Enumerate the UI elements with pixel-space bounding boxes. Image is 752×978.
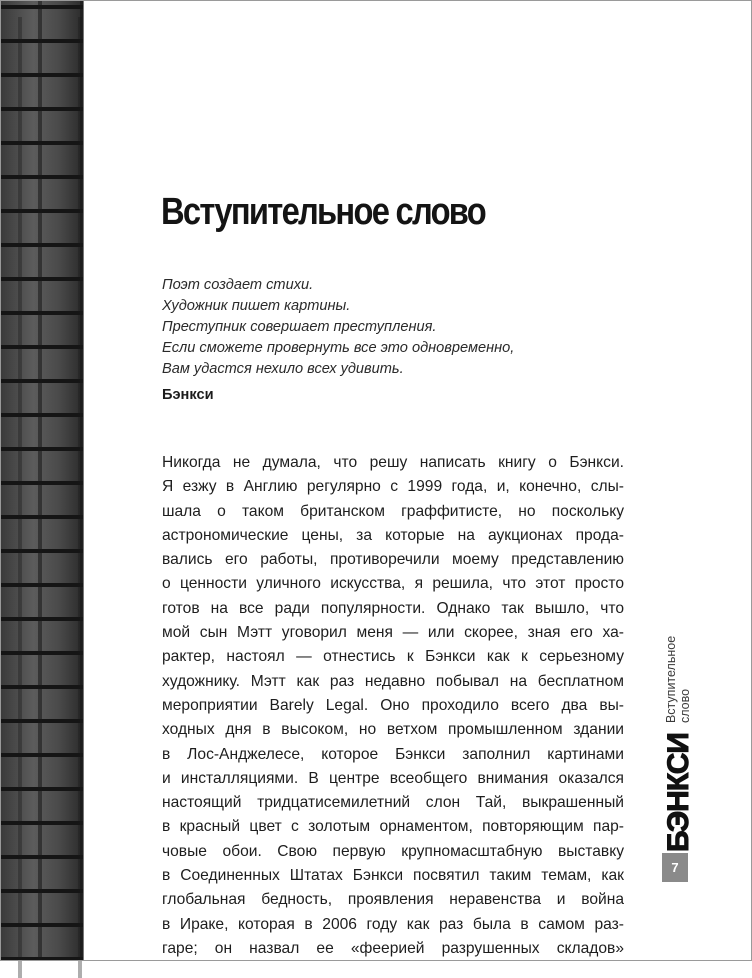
body-line: астрономические цены, за которые на аукционах прода- [162, 526, 624, 544]
body-line: човые обои. Свою первую крупномасштабную выставку [162, 842, 624, 860]
body-line: в Лос-Анджелесе, которое Бэнкси заполнил картинами [162, 745, 624, 763]
strip-edge-line [83, 0, 84, 961]
body-line: Я езжу в Англию регулярно с 1999 года, и, конечно, слы- [162, 478, 624, 496]
body-line: в Ираке, которая в 2006 году как раз была в самом раз- [162, 915, 624, 933]
page-number: 7 [662, 853, 688, 882]
body-line: в Соединенных Штатах Бэнкси посвятил таким темам, как [162, 867, 624, 885]
body-line: о ценности уличного искусства, я решила, что этот просто [162, 575, 624, 593]
epigraph-line: Поэт создает стихи. [162, 277, 314, 293]
epigraph-line: Если сможете провернуть все это одновременно, [162, 340, 515, 356]
body-line: Никогда не думала, что решу написать книгу о Бэнкси. [162, 454, 624, 471]
brick-wall-strip [0, 0, 84, 961]
body-line: и инсталляциями. В центре всеобщего внимания оказался [162, 769, 624, 787]
chapter-title: Вступительное слово [161, 191, 485, 233]
epigraph-line: Художник пишет картины. [162, 298, 351, 314]
body-line: ходных дня в высоком, но ветхом промышленном здании [162, 721, 624, 739]
epigraph-author: Бэнкси [162, 387, 214, 403]
body-line: художнику. Мэтт как раз недавно побывал на бесплатном [162, 672, 624, 690]
body-paragraph [162, 451, 624, 961]
body-line: глобальная бедность, проявления неравенства и война [162, 891, 624, 909]
brick-mortar-offset [0, 17, 84, 978]
body-line: вались его работы, противоречили моему представлению [162, 551, 624, 569]
body-line: мой сын Мэтт уговорил меня — или скорее, зная его ха- [162, 624, 624, 642]
banksy-logo: БЭНКСИ [662, 733, 695, 852]
epigraph [162, 275, 622, 380]
body-line: гаре; он назвал ее «феерией разрушенных складов» [162, 939, 624, 957]
running-head [662, 622, 710, 852]
body-line: готов на все ради популярности. Однако так вышло, что [162, 599, 624, 617]
running-head-section-line1: Вступительное [664, 635, 678, 724]
body-line: настоящий тридцатисемилетний слон Тай, выкрашенный [162, 794, 624, 812]
body-line: в красный цвет с золотым орнаментом, повторяющим пар- [162, 818, 624, 836]
body-line: рактер, настоял — отнестись к Бэнкси как к серьезному [162, 648, 624, 666]
running-head-section [664, 623, 692, 723]
body-line: мероприятии Barely Legal. Оно проходило всего два вы- [162, 696, 624, 714]
running-head-section-line2: слово [678, 688, 692, 724]
epigraph-line: Преступник совершает преступления. [162, 319, 437, 335]
body-line: шала о таком британском граффитисте, но поскольку [162, 502, 624, 520]
running-head-rotated [662, 622, 710, 852]
epigraph-line: Вам удастся нехило всех удивить. [162, 361, 404, 377]
